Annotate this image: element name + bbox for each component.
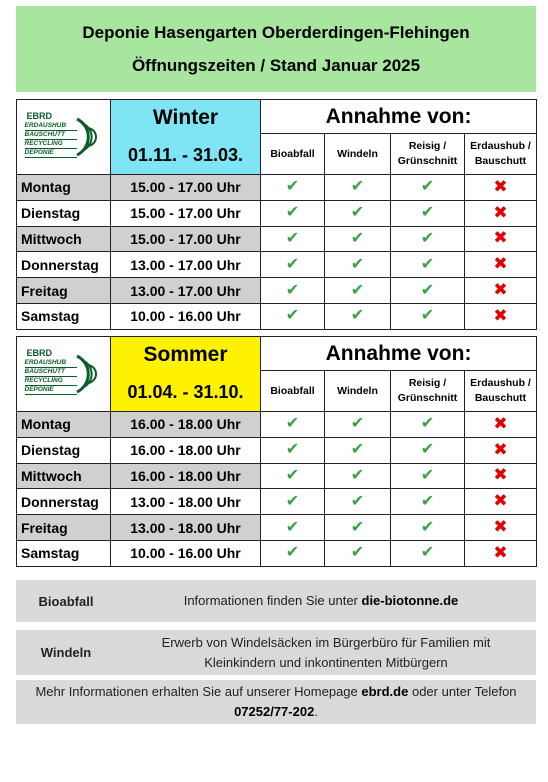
- logo-brand: EBRD: [26, 111, 53, 121]
- cross-icon: ✖: [493, 176, 508, 196]
- table-row: [17, 226, 537, 252]
- info-label: Windeln: [40, 645, 92, 660]
- recycle-arc-icon: [73, 115, 103, 159]
- time-cell: 15.00 - 17.00 Uhr: [111, 226, 261, 252]
- check-icon: ✔: [350, 204, 365, 222]
- check-icon: ✔: [350, 415, 365, 433]
- page-header: [16, 6, 536, 92]
- cross-icon: ✖: [493, 465, 508, 485]
- check-icon: ✔: [420, 255, 435, 273]
- homepage-link[interactable]: ebrd.de: [361, 684, 409, 699]
- mark-cell: [465, 175, 537, 201]
- table-row: [17, 412, 537, 438]
- table-row: [17, 252, 537, 278]
- annahme-heading: Annahme von:: [261, 100, 537, 134]
- logo-line: BAUSCHUTT: [25, 131, 77, 140]
- mark-cell: [391, 175, 465, 201]
- check-icon: ✔: [285, 415, 300, 433]
- table-row: [17, 515, 537, 541]
- day-cell: Montag: [17, 412, 111, 438]
- page-title: Deponie Hasengarten Oberderdingen-Flehingen: [82, 22, 470, 42]
- mark-cell: [391, 540, 465, 566]
- mark-cell: [391, 278, 465, 304]
- check-icon: ✔: [285, 178, 300, 196]
- mark-cell: [261, 175, 325, 201]
- day-cell: Donnerstag: [17, 489, 111, 515]
- ebrd-logo: [25, 111, 103, 163]
- check-icon: ✔: [420, 229, 435, 247]
- mark-cell: [261, 278, 325, 304]
- footer-text: [16, 682, 536, 722]
- cross-icon: ✖: [493, 280, 508, 300]
- mark-cell: [261, 200, 325, 226]
- time-cell: 15.00 - 17.00 Uhr: [111, 175, 261, 201]
- table-row: [17, 175, 537, 201]
- mark-cell: [325, 303, 391, 329]
- day-cell: Freitag: [17, 278, 111, 304]
- annahme-heading: Annahme von:: [261, 337, 537, 371]
- check-icon: ✔: [285, 518, 300, 536]
- mark-cell: [261, 252, 325, 278]
- cross-icon: ✖: [493, 491, 508, 511]
- check-icon: ✔: [420, 544, 435, 562]
- winter-season-cell: [111, 100, 261, 175]
- info-text: Erwerb von Windelsäcken im Bürgerbüro für Familien mit Kleinkindern und inkontinenten Mitbürgern: [161, 634, 491, 670]
- ebrd-logo: [25, 348, 103, 400]
- mark-cell: [465, 200, 537, 226]
- phone-number[interactable]: 07252/77-202: [234, 704, 315, 719]
- day-cell: Dienstag: [17, 200, 111, 226]
- mark-cell: [325, 463, 391, 489]
- cross-icon: ✖: [493, 542, 508, 562]
- footer-end: .: [314, 704, 318, 719]
- season-range: 01.04. - 31.10.: [127, 382, 244, 402]
- check-icon: ✔: [420, 492, 435, 510]
- logo-line: BAUSCHUTT: [25, 368, 77, 377]
- logo-line: RECYCLING: [25, 140, 77, 149]
- check-icon: ✔: [285, 281, 300, 299]
- mark-cell: [261, 412, 325, 438]
- season-name: Sommer: [143, 343, 228, 366]
- table-row: [17, 200, 537, 226]
- cross-icon: ✖: [493, 517, 508, 537]
- check-icon: ✔: [350, 518, 365, 536]
- day-cell: Montag: [17, 175, 111, 201]
- check-icon: ✔: [420, 415, 435, 433]
- season-name: Winter: [152, 106, 219, 129]
- category-erdaushub: Erdaushub / Bauschutt: [465, 371, 537, 412]
- mark-cell: [465, 226, 537, 252]
- time-cell: 10.00 - 16.00 Uhr: [111, 303, 261, 329]
- day-cell: Samstag: [17, 303, 111, 329]
- mark-cell: [261, 540, 325, 566]
- mark-cell: [465, 412, 537, 438]
- table-row: [17, 437, 537, 463]
- check-icon: ✔: [285, 441, 300, 459]
- cross-icon: ✖: [493, 228, 508, 248]
- mark-cell: [325, 252, 391, 278]
- info-footer: [16, 680, 536, 724]
- category-erdaushub: Erdaushub / Bauschutt: [465, 134, 537, 175]
- check-icon: ✔: [285, 307, 300, 325]
- check-icon: ✔: [420, 204, 435, 222]
- mark-cell: [261, 515, 325, 541]
- mark-cell: [391, 200, 465, 226]
- mark-cell: [261, 437, 325, 463]
- mark-cell: [391, 463, 465, 489]
- table-row: [17, 489, 537, 515]
- check-icon: ✔: [285, 466, 300, 484]
- mark-cell: [325, 278, 391, 304]
- info-text: [116, 591, 536, 611]
- mark-cell: [391, 437, 465, 463]
- check-icon: ✔: [350, 307, 365, 325]
- check-icon: ✔: [285, 255, 300, 273]
- info-label: Bioabfall: [38, 593, 94, 609]
- check-icon: ✔: [350, 466, 365, 484]
- footer-mid: oder unter Telefon: [408, 684, 517, 699]
- category-reisig: Reisig / Grünschnitt: [391, 134, 465, 175]
- time-cell: 13.00 - 18.00 Uhr: [111, 515, 261, 541]
- logo-brand: EBRD: [26, 348, 53, 358]
- time-cell: 13.00 - 17.00 Uhr: [111, 278, 261, 304]
- day-cell: Freitag: [17, 515, 111, 541]
- mark-cell: [465, 303, 537, 329]
- day-cell: Mittwoch: [17, 226, 111, 252]
- mark-cell: [261, 463, 325, 489]
- footer-pre: Mehr Informationen erhalten Sie auf unserer Homepage: [35, 684, 362, 699]
- sommer-season-cell: [111, 337, 261, 412]
- logo-cell: [17, 100, 111, 175]
- logo-line: DEPONIE: [25, 386, 77, 395]
- info-text-pre: Informationen finden Sie unter: [183, 593, 362, 608]
- check-icon: ✔: [350, 178, 365, 196]
- info-bioabfall: [16, 580, 536, 622]
- check-icon: ✔: [420, 281, 435, 299]
- season-range: 01.11. - 31.03.: [127, 145, 244, 165]
- category-windeln: Windeln: [325, 371, 391, 412]
- check-icon: ✔: [350, 441, 365, 459]
- mark-cell: [261, 489, 325, 515]
- mark-cell: [391, 515, 465, 541]
- time-cell: 13.00 - 18.00 Uhr: [111, 489, 261, 515]
- check-icon: ✔: [420, 178, 435, 196]
- logo-line: ERDAUSHUB: [25, 122, 77, 131]
- mark-cell: [465, 437, 537, 463]
- mark-cell: [325, 540, 391, 566]
- check-icon: ✔: [285, 544, 300, 562]
- check-icon: ✔: [350, 255, 365, 273]
- cross-icon: ✖: [493, 202, 508, 222]
- check-icon: ✔: [420, 518, 435, 536]
- check-icon: ✔: [350, 281, 365, 299]
- time-cell: 15.00 - 17.00 Uhr: [111, 200, 261, 226]
- check-icon: ✔: [350, 229, 365, 247]
- time-cell: 10.00 - 16.00 Uhr: [111, 540, 261, 566]
- time-cell: 13.00 - 17.00 Uhr: [111, 252, 261, 278]
- table-row: [17, 540, 537, 566]
- mark-cell: [325, 226, 391, 252]
- logo-line: RECYCLING: [25, 377, 77, 386]
- mark-cell: [465, 540, 537, 566]
- mark-cell: [391, 489, 465, 515]
- category-windeln: Windeln: [325, 134, 391, 175]
- logo-line: DEPONIE: [25, 149, 77, 158]
- mark-cell: [391, 303, 465, 329]
- mark-cell: [325, 437, 391, 463]
- logo-cell: [17, 337, 111, 412]
- day-cell: Samstag: [17, 540, 111, 566]
- check-icon: ✔: [420, 307, 435, 325]
- mark-cell: [325, 412, 391, 438]
- time-cell: 16.00 - 18.00 Uhr: [111, 412, 261, 438]
- cross-icon: ✖: [493, 305, 508, 325]
- mark-cell: [465, 515, 537, 541]
- winter-schedule-table: [16, 99, 537, 330]
- cross-icon: ✖: [493, 254, 508, 274]
- page-subtitle: Öffnungszeiten / Stand Januar 2025: [131, 55, 421, 75]
- time-cell: 16.00 - 18.00 Uhr: [111, 437, 261, 463]
- check-icon: ✔: [350, 492, 365, 510]
- mark-cell: [465, 463, 537, 489]
- day-cell: Mittwoch: [17, 463, 111, 489]
- info-windeln: [16, 630, 536, 675]
- sommer-schedule-table: [16, 336, 537, 567]
- biotonne-link[interactable]: die-biotonne.de: [361, 593, 459, 608]
- mark-cell: [465, 252, 537, 278]
- check-icon: ✔: [285, 229, 300, 247]
- recycle-arc-icon: [73, 352, 103, 396]
- mark-cell: [325, 515, 391, 541]
- category-bioabfall: Bioabfall: [261, 371, 325, 412]
- category-bioabfall: Bioabfall: [261, 134, 325, 175]
- check-icon: ✔: [350, 544, 365, 562]
- table-row: [17, 278, 537, 304]
- mark-cell: [325, 489, 391, 515]
- mark-cell: [325, 175, 391, 201]
- table-row: [17, 463, 537, 489]
- mark-cell: [391, 252, 465, 278]
- time-cell: 16.00 - 18.00 Uhr: [111, 463, 261, 489]
- logo-line: ERDAUSHUB: [25, 359, 77, 368]
- cross-icon: ✖: [493, 439, 508, 459]
- mark-cell: [391, 226, 465, 252]
- table-row: [17, 303, 537, 329]
- mark-cell: [465, 489, 537, 515]
- day-cell: Dienstag: [17, 437, 111, 463]
- check-icon: ✔: [285, 492, 300, 510]
- cross-icon: ✖: [493, 413, 508, 433]
- mark-cell: [465, 278, 537, 304]
- check-icon: ✔: [420, 466, 435, 484]
- check-icon: ✔: [420, 441, 435, 459]
- check-icon: ✔: [285, 204, 300, 222]
- day-cell: Donnerstag: [17, 252, 111, 278]
- category-reisig: Reisig / Grünschnitt: [391, 371, 465, 412]
- mark-cell: [261, 226, 325, 252]
- mark-cell: [391, 412, 465, 438]
- mark-cell: [325, 200, 391, 226]
- mark-cell: [261, 303, 325, 329]
